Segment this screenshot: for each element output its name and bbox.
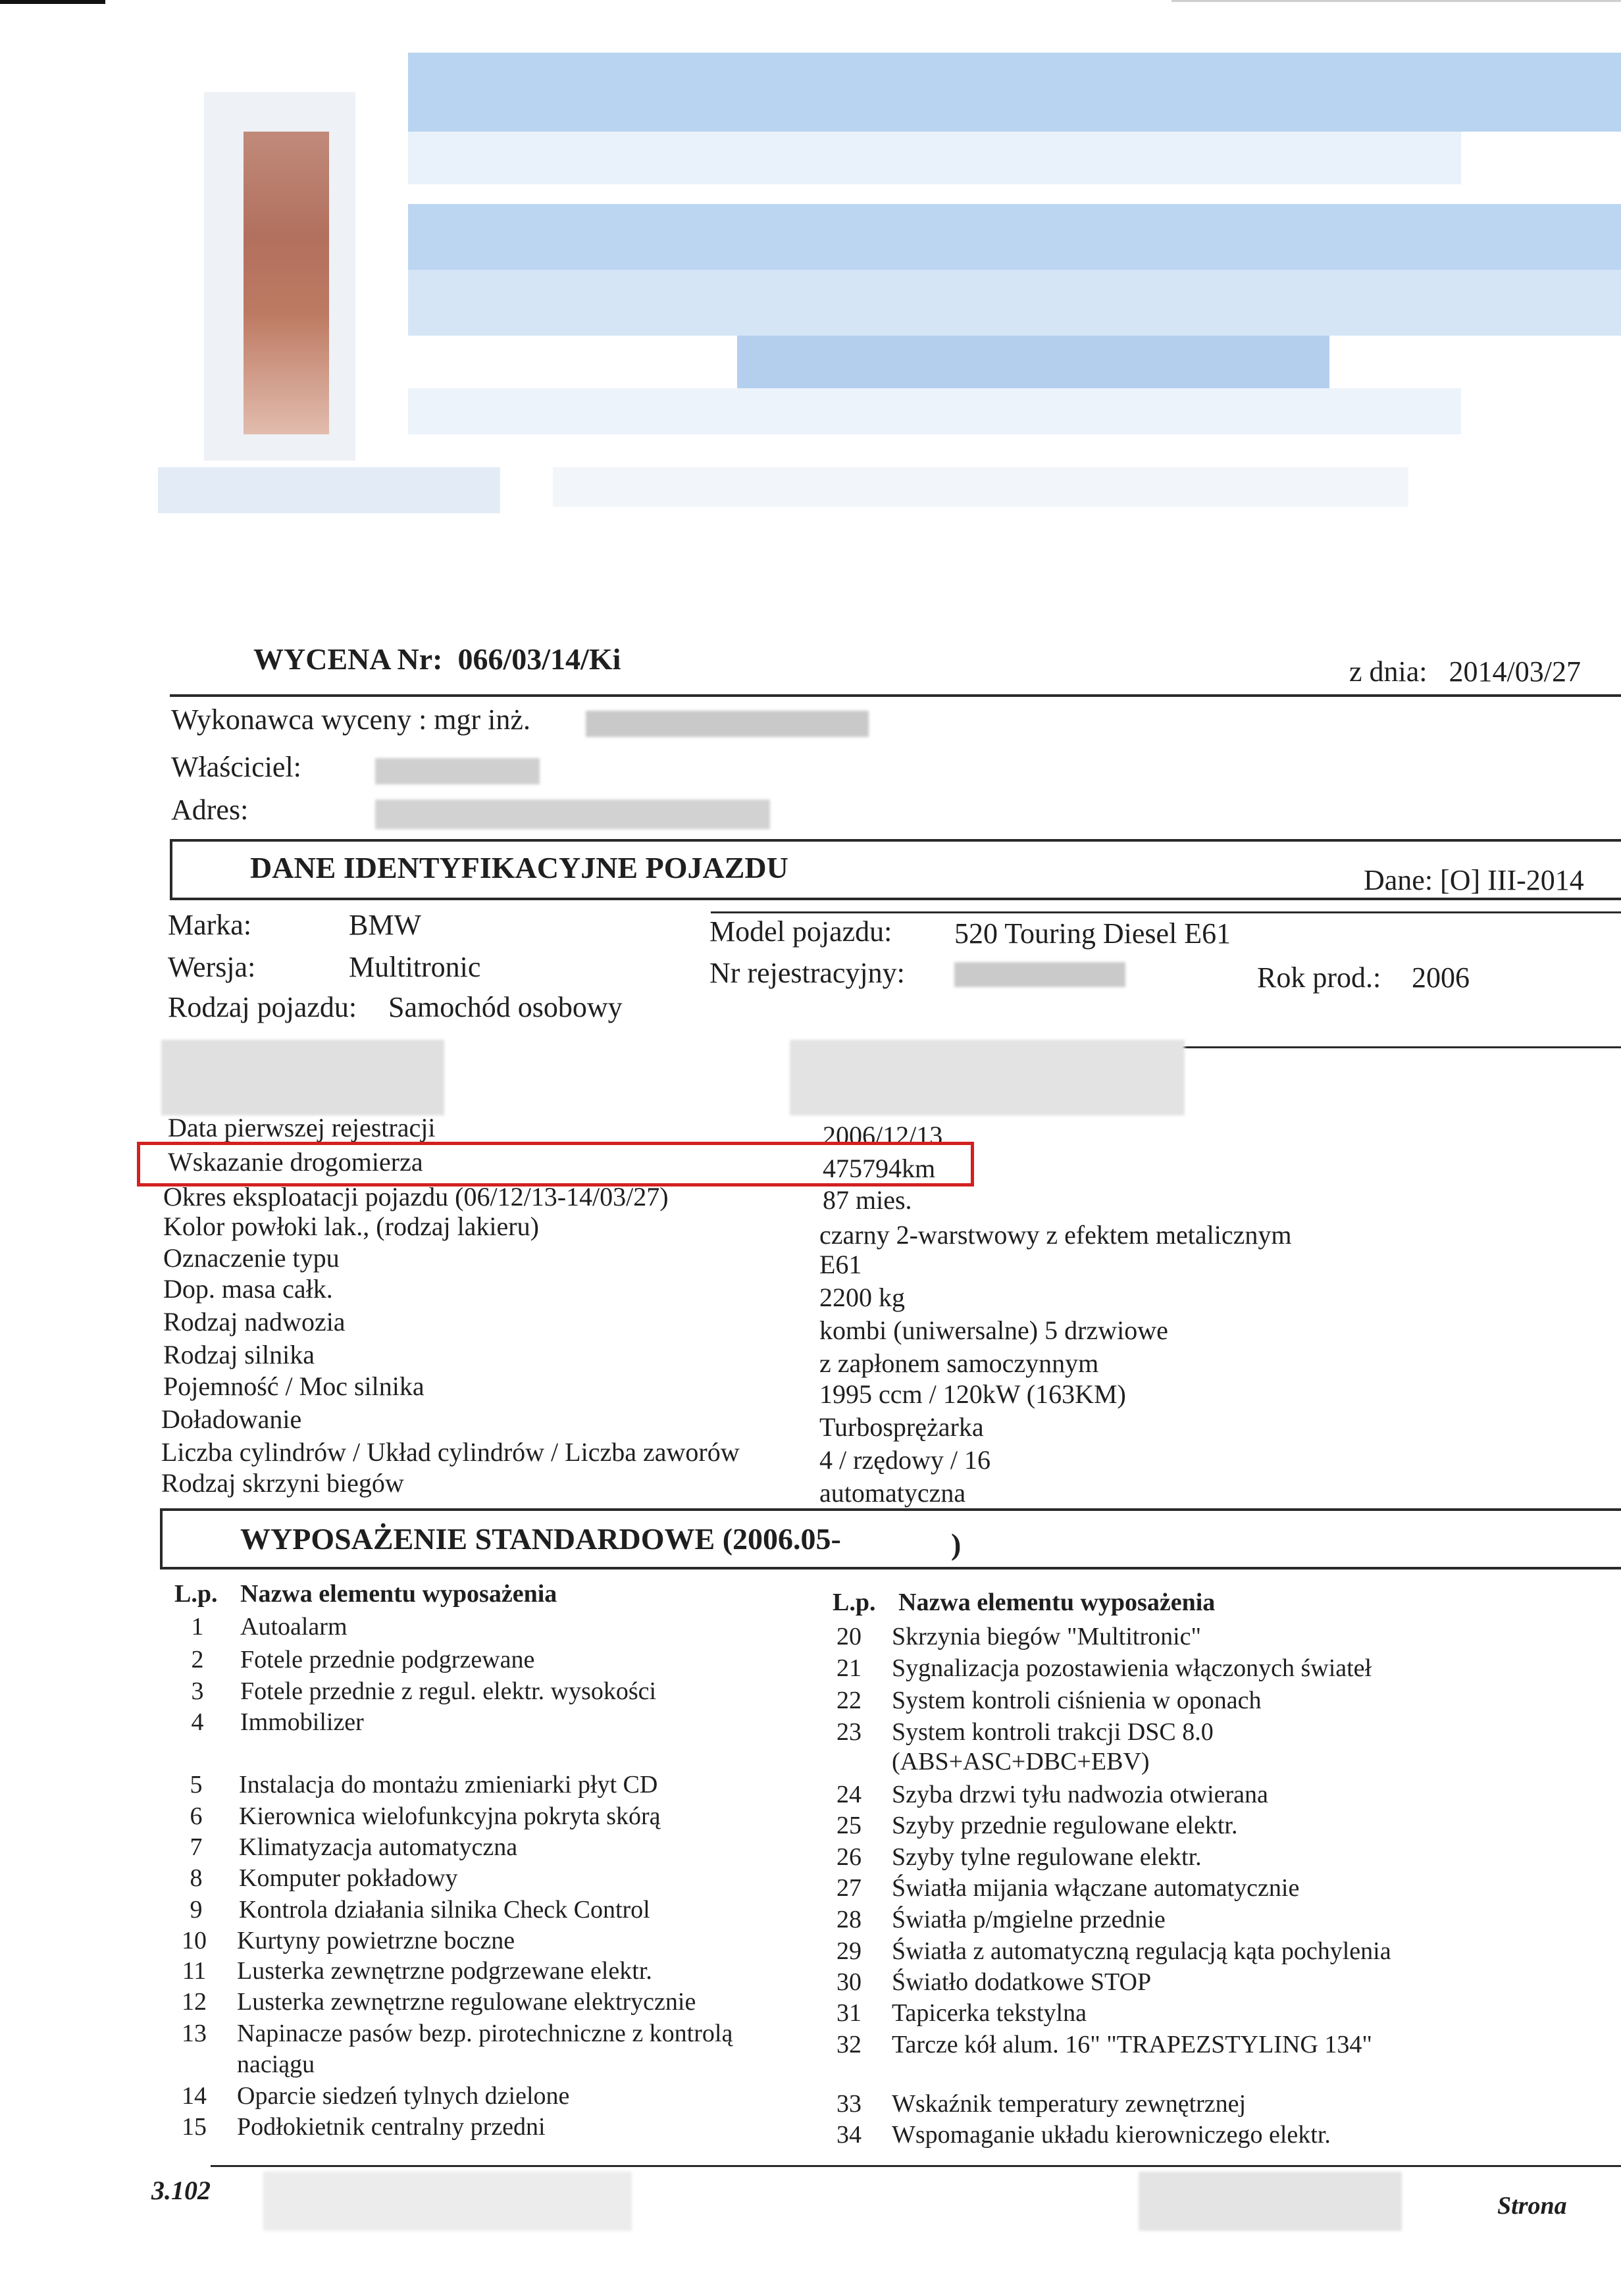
- equipment-item: 24 Szyba drzwi tyłu nadwozia otwierana: [836, 1781, 1268, 1808]
- equipment-item: 4 Immobilizer: [191, 1708, 364, 1736]
- spec-value: 87 mies.: [823, 1185, 912, 1215]
- equipment-item: 34 Wspomaganie układu kierowniczego elektr.: [836, 2121, 1331, 2149]
- footer-redacted: [263, 2172, 632, 2231]
- make-label: Marka:: [168, 909, 252, 941]
- footer-version: 3.102: [151, 2176, 211, 2205]
- equipment-item: 13 Napinacze pasów bezp. pirotechniczne z kontrolą: [182, 2020, 733, 2047]
- data-source: Dane: [O] III-2014: [1364, 864, 1584, 896]
- spec-value: 475794km: [823, 1154, 936, 1183]
- equipment-item: 32 Tarcze kół alum. 16" "TRAPEZSTYLING 134": [836, 2031, 1372, 2058]
- equipment-item: naciągu: [237, 2051, 315, 2078]
- spec-label: Wskazanie drogomierza: [168, 1147, 423, 1177]
- type-label: Rodzaj pojazdu:: [168, 991, 357, 1023]
- equipment-item: 29 Światła z automatyczną regulacją kąta pochylenia: [836, 1937, 1391, 1965]
- equipment-item: 31 Tapicerka tekstylna: [836, 1999, 1087, 2027]
- spec-value: 2200 kg: [819, 1283, 905, 1312]
- version-label: Wersja:: [168, 951, 256, 983]
- scan-edge-line: [1171, 0, 1621, 2]
- spec-label: Liczba cylindrów / Układ cylindrów / Liczba zaworów: [161, 1437, 740, 1467]
- equipment-item: 33 Wskaźnik temperatury zewnętrznej: [836, 2090, 1247, 2118]
- equipment-item: 22 System kontroli ciśnienia w oponach: [836, 1687, 1262, 1714]
- equipment-item: 25 Szyby przednie regulowane elektr.: [836, 1812, 1238, 1839]
- equipment-item: 28 Światła p/mgielne przednie: [836, 1906, 1166, 1933]
- equipment-item: 20 Skrzynia biegów "Multitronic": [836, 1623, 1202, 1650]
- spec-value: Turbosprężarka: [819, 1412, 984, 1442]
- vehicle-section-divider: [711, 911, 1621, 913]
- odometer-highlight: [137, 1142, 974, 1186]
- specs-divider: [1178, 1046, 1621, 1048]
- spec-label: Pojemność / Moc silnika: [163, 1371, 425, 1401]
- title-divider: [170, 694, 1621, 697]
- spec-label: Data pierwszej rejestracji: [168, 1113, 436, 1142]
- redacted-spec-rows: [161, 1040, 444, 1115]
- equipment-item: 3 Fotele przednie z regul. elektr. wysokości: [191, 1677, 657, 1705]
- type-value: Samochód osobowy: [388, 991, 623, 1023]
- owner-label: Właściciel:: [171, 751, 301, 783]
- reg-label: Nr rejestracyjny:: [709, 957, 905, 989]
- year-value: 2006: [1412, 961, 1470, 994]
- equipment-item: 23 System kontroli trakcji DSC 8.0: [836, 1718, 1214, 1746]
- spec-label: Doładowanie: [161, 1404, 302, 1434]
- appraisal-title: WYCENA Nr: 066/03/14/Ki: [253, 642, 621, 676]
- spec-value: 2006/12/13: [823, 1121, 943, 1150]
- owner-name-redacted: [375, 758, 540, 784]
- vehicle-section-title: DANE IDENTYFIKACYJNE POJAZDU: [250, 851, 788, 884]
- appraiser-label: Wykonawca wyceny : mgr inż.: [171, 703, 530, 736]
- appraiser-name-redacted: [586, 711, 869, 737]
- model-value: 520 Touring Diesel E61: [954, 917, 1231, 950]
- address-redacted: [375, 800, 770, 829]
- model-label: Model pojazdu:: [709, 915, 892, 948]
- equipment-item: 2 Fotele przednie podgrzewane: [191, 1646, 535, 1673]
- spec-value: E61: [819, 1250, 862, 1279]
- logo-pixelated: [244, 132, 329, 434]
- equipment-item: 15 Podłokietnik centralny przedni: [182, 2113, 546, 2141]
- equipment-item: (ABS+ASC+DBC+EBV): [892, 1748, 1150, 1775]
- spec-label: Okres eksploatacji pojazdu (06/12/13-14/03/27): [163, 1182, 669, 1212]
- spec-value: 4 / rzędowy / 16: [819, 1445, 991, 1475]
- equipment-item: 1 Autoalarm: [191, 1613, 347, 1641]
- spec-value: z zapłonem samoczynnym: [819, 1348, 1099, 1378]
- make-value: BMW: [349, 909, 421, 941]
- equipment-item: 12 Lusterka zewnętrzne regulowane elektrycznie: [182, 1988, 696, 2016]
- redacted-letterhead: [158, 46, 1621, 520]
- spec-label: Rodzaj skrzyni biegów: [161, 1468, 404, 1498]
- spec-value: 1995 ccm / 120kW (163KM): [819, 1379, 1126, 1409]
- equipment-section-close: ): [951, 1527, 962, 1561]
- equipment-item: 30 Światło dodatkowe STOP: [836, 1968, 1152, 1996]
- equipment-item: 21 Sygnalizacja pozostawienia włączonych świateł: [836, 1654, 1372, 1682]
- spec-label: Rodzaj silnika: [163, 1340, 315, 1369]
- equipment-item: 5 Instalacja do montażu zmieniarki płyt CD: [190, 1771, 658, 1799]
- scan-edge-mark: [0, 0, 105, 4]
- spec-label: Dop. masa całk.: [163, 1274, 333, 1304]
- equipment-item: 10 Kurtyny powietrzne boczne: [182, 1927, 515, 1954]
- version-value: Multitronic: [349, 951, 481, 983]
- equipment-item: 6 Kierownica wielofunkcyjna pokryta skórą: [190, 1802, 661, 1830]
- equipment-header: L.p. Nazwa elementu wyposażenia: [833, 1589, 1216, 1616]
- spec-value: czarny 2-warstwowy z efektem metalicznym: [819, 1220, 1292, 1250]
- appraisal-date: z dnia: 2014/03/27: [1349, 655, 1581, 688]
- footer-divider: [211, 2165, 1621, 2167]
- equipment-header: L.p. Nazwa elementu wyposażenia: [174, 1580, 557, 1608]
- spec-value: kombi (uniwersalne) 5 drzwiowe: [819, 1315, 1168, 1345]
- equipment-item: 8 Komputer pokładowy: [190, 1864, 458, 1892]
- equipment-item: 7 Klimatyzacja automatyczna: [190, 1833, 518, 1861]
- year-label: Rok prod.:: [1257, 961, 1381, 994]
- address-label: Adres:: [171, 794, 249, 826]
- spec-label: Rodzaj nadwozia: [163, 1307, 346, 1337]
- equipment-item: 11 Lusterka zewnętrzne podgrzewane elektr.: [182, 1957, 652, 1985]
- spec-value: automatyczna: [819, 1478, 966, 1508]
- footer-page-label: Strona: [1497, 2192, 1567, 2220]
- spec-label: Oznaczenie typu: [163, 1243, 340, 1273]
- equipment-item: 14 Oparcie siedzeń tylnych dzielone: [182, 2082, 570, 2110]
- equipment-item: 27 Światła mijania włączane automatycznie: [836, 1874, 1300, 1902]
- equipment-item: 9 Kontrola działania silnika Check Control: [190, 1896, 650, 1924]
- reg-number-redacted: [954, 962, 1125, 987]
- equipment-section-title: WYPOSAŻENIE STANDARDOWE (2006.05-: [240, 1522, 841, 1556]
- spec-label: Kolor powłoki lak., (rodzaj lakieru): [163, 1212, 539, 1241]
- equipment-item: 26 Szyby tylne regulowane elektr.: [836, 1843, 1202, 1871]
